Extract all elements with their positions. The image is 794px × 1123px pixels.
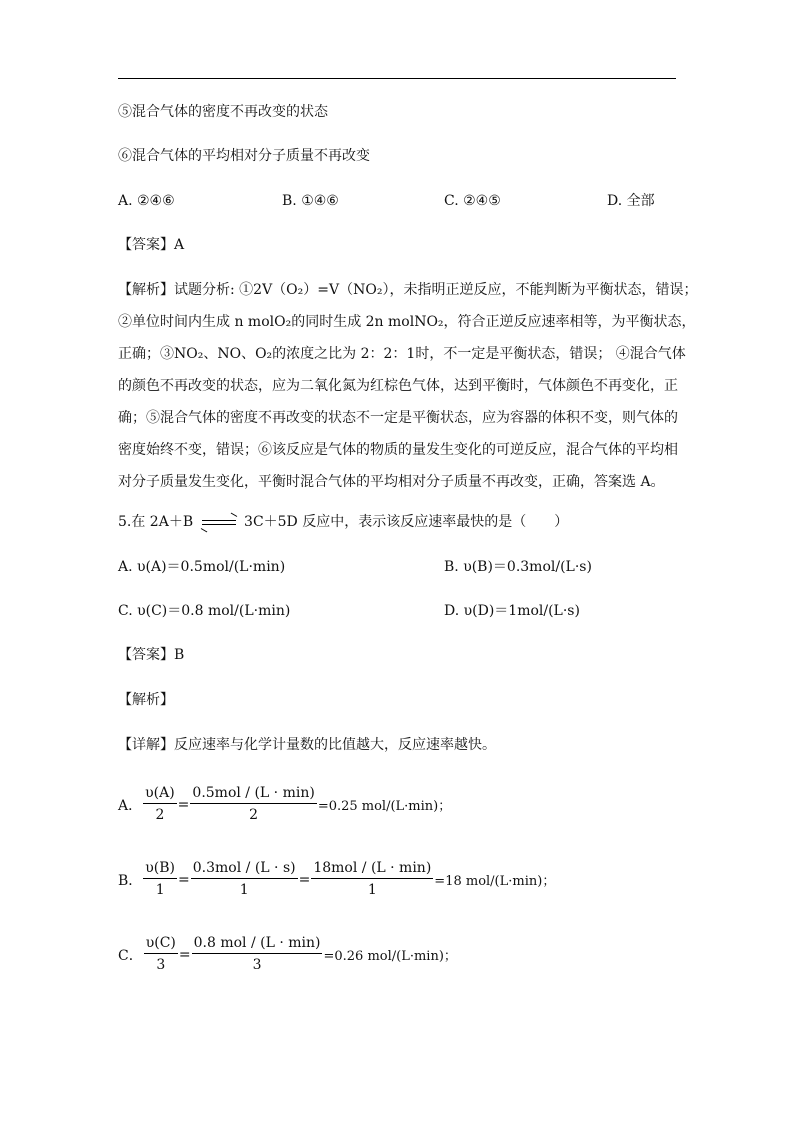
q5-detail-text: 【详解】反应速率与化学计量数的比值越大，反应速率越快。 — [118, 737, 496, 753]
q5-analysis-title: 【解析】 — [118, 692, 174, 708]
calc-a-row — [118, 783, 451, 826]
item-6-text: ⑥混合气体的平均相对分子质量不再改变 — [118, 148, 370, 164]
numerator: 0.5mol / (L · min) — [190, 783, 316, 804]
q5-option-b: B. υ(B)＝0.3mol/(L·s) — [444, 559, 592, 575]
numerator: 0.3mol / (L · s) — [191, 858, 298, 879]
option-a: A. ②④⑥ — [118, 193, 175, 209]
numerator: 18mol / (L · min) — [311, 858, 433, 879]
question-5-stem — [118, 512, 568, 532]
option-c: C. ②④⑤ — [444, 193, 501, 209]
option-d: D. 全部 — [607, 193, 655, 209]
q5-option-d: D. υ(D)＝1mol/(L·s) — [444, 603, 580, 619]
analysis-line: 对分子质量发生变化，平衡时混合气体的平均相对分子质量不再改变，正确，答案选 A。 — [118, 474, 665, 490]
fraction — [192, 933, 323, 976]
analysis-line: 正确；③NO₂、NO、O₂的浓度之比为 2：2：1时，不一定是平衡状态，错误； ④混合气体 — [118, 346, 686, 362]
calc-label: C． — [118, 947, 143, 964]
equilibrium-arrow-icon — [202, 517, 236, 527]
fraction — [144, 933, 178, 976]
item-5-text: ⑤混合气体的密度不再改变的状态 — [118, 104, 328, 120]
calc-label: B． — [118, 872, 143, 889]
numerator: υ(C) — [144, 933, 178, 954]
q5-option-a: A. υ(A)＝0.5mol/(L·min) — [118, 559, 286, 575]
denominator: 3 — [156, 957, 166, 973]
equals-sign: = — [298, 871, 311, 888]
fraction — [191, 858, 298, 901]
equals-sign: = — [178, 946, 191, 963]
q5-answer-label: 【答案】B — [118, 647, 185, 663]
denominator: 1 — [367, 882, 377, 898]
option-b: B. ①④⑥ — [282, 193, 339, 209]
calc-result: =0.25 mol/(L·min)； — [317, 799, 452, 814]
analysis-line: 密度始终不变，错误；⑥该反应是气体的物质的量发生变化的可逆反应，混合气体的平均相 — [118, 442, 678, 458]
calc-result: =0.26 mol/(L·min)； — [323, 949, 457, 964]
calc-c-row — [118, 933, 457, 976]
analysis-line: 的颜色不再改变的状态，应为二氧化氮为红棕色气体，达到平衡时，气体颜色不再变化，正 — [118, 378, 678, 394]
numerator: υ(A) — [143, 783, 177, 804]
denominator: 2 — [249, 807, 259, 823]
answer-label: 【答案】A — [118, 237, 185, 253]
equals-sign: = — [177, 796, 190, 813]
stem-suffix: 3C＋5D 反应中，表示该反应速率最快的是（ ） — [244, 514, 569, 530]
q5-option-c: C. υ(C)＝0.8 mol/(L·min) — [118, 603, 291, 619]
analysis-line: 确；⑤混合气体的密度不再改变的状态不一定是平衡状态，应为容器的体积不变，则气体的 — [118, 410, 678, 426]
fraction — [143, 783, 177, 826]
calc-result: =18 mol/(L·min)； — [434, 874, 556, 889]
analysis-line: 【解析】试题分析: ①2V（O₂）=V（NO₂），未指明正逆反应，不能判断为平衡状态，错误； — [118, 282, 698, 298]
denominator: 2 — [155, 807, 165, 823]
numerator: 0.8 mol / (L · min) — [192, 933, 323, 954]
fraction — [311, 858, 433, 901]
equals-sign: = — [178, 871, 190, 888]
numerator: υ(B) — [143, 858, 177, 879]
analysis-line: ②单位时间内生成 n molO₂的同时生成 2n molNO₂，符合正逆反应速率相等，为平衡状态， — [118, 314, 696, 330]
header-rule — [118, 78, 676, 79]
denominator: 1 — [155, 882, 165, 898]
fraction — [190, 783, 316, 826]
denominator: 1 — [239, 882, 249, 898]
denominator: 3 — [252, 957, 262, 973]
stem-prefix: 5.在 2A＋B — [118, 514, 194, 530]
calc-label: A． — [118, 797, 143, 814]
calc-b-row — [118, 858, 555, 901]
fraction — [143, 858, 177, 901]
